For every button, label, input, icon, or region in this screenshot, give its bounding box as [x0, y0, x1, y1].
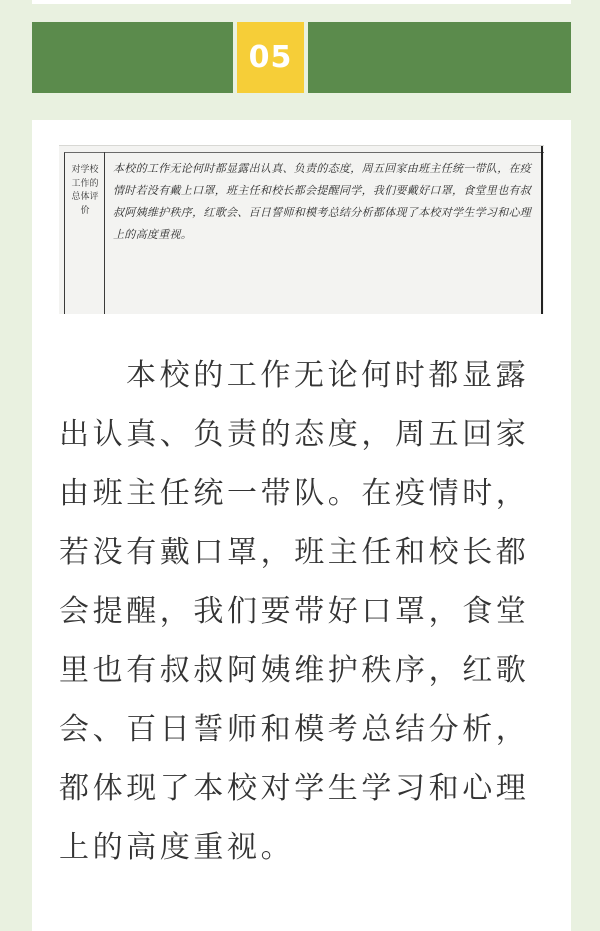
handwritten-evaluation-scan	[59, 145, 544, 314]
section-header-band	[32, 22, 571, 93]
scan-handwritten-text: 本校的工作无论何时都显露出认真、负责的态度，周五回家由班主任统一带队，在疫情时若没有戴上口罩，班主任和校长都会提醒同学，我们要戴好口罩，食堂里也有叔叔阿姨维护秩序，红歌会、百日誓师和模考总结分析都体现了本校对学生学习和心理上的高度重视。	[113, 162, 532, 241]
content-card	[32, 120, 571, 931]
section-number-badge: 05	[237, 22, 304, 93]
scan-edge-line	[541, 146, 543, 314]
transcript-paragraph: 本校的工作无论何时都显露出认真、负责的态度，周五回家由班主任统一带队。在疫情时，若没有戴口罩，班主任和校长都会提醒，我们要带好口罩，食堂里也有叔叔阿姨维护秩序，红歌会、百日誓师和模考总结分析，都体现了本校对学生学习和心理上的高度重视。	[59, 358, 530, 865]
top-divider-strip	[32, 0, 571, 4]
scan-row-label: 对学校工作的总体评价	[71, 165, 99, 216]
scan-column-divider	[104, 152, 105, 314]
header-divider-right	[304, 22, 308, 93]
